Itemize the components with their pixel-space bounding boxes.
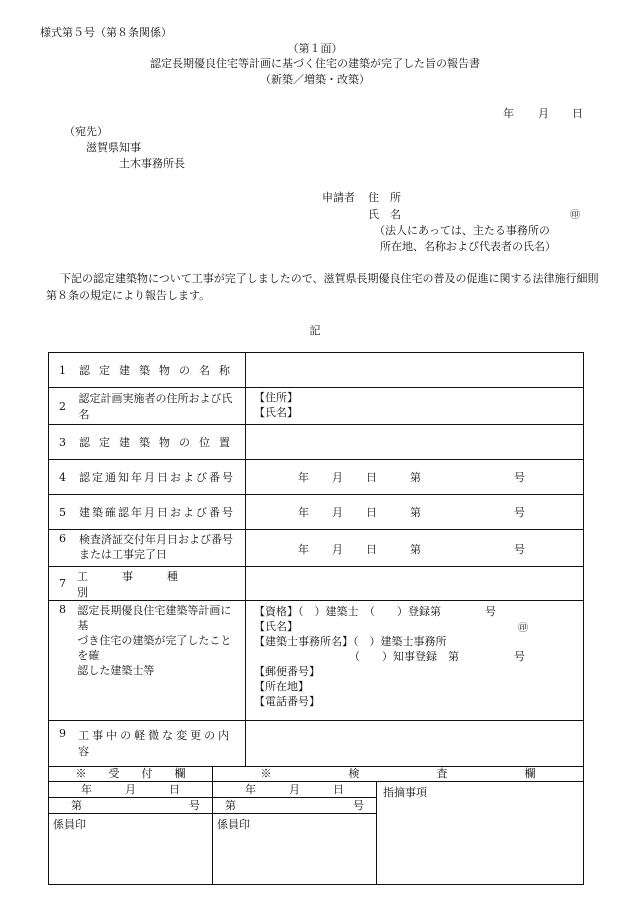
row-9: 9 工事中の軽微な変更の内容 [49,720,583,766]
row-8-value[interactable]: 【資格】（ ）建築士 （ ）登録第 号 【氏名】 ㊞ 【建築士事務所名】（ ）建築士事務所 （ ）知事登録 第 号 【郵便番号】 【所在地】 【電話番号】 [254,605,528,708]
row-3-value[interactable] [246,425,583,459]
row-6-label-1: 検査済証交付年月日および番号 [79,533,233,546]
applicant-note-2: 所在地、名称および代表者の氏名） [380,240,556,253]
row-1: 1 認定建築物の名称 [49,353,583,387]
date-day: 日 [572,107,583,120]
inspection-header: ※ 検 査 欄 [213,766,583,782]
date-year: 年 [503,107,514,120]
date-month: 月 [538,107,549,120]
row-6-value[interactable]: 年 月 日 第 号 [298,543,525,556]
form-id: 様式第５号（第８条関係） [40,26,172,39]
row-4-label: 認定通知年月日および番号 [79,471,235,484]
row-5: 5 建築確認年月日および番号 年 月 日 第 号 [49,494,583,529]
reception-number[interactable]: 第 号 [49,798,213,814]
row-3: 3 認定建築物の位置 [49,424,583,459]
form-title: 認定長期優良住宅等計画に基づく住宅の建築が完了した旨の報告書 [150,57,480,70]
row-2-value[interactable]: 【住所】 【氏名】 [254,391,298,419]
page-number: （第１面） [287,42,343,55]
row-8-label-2: づき住宅の建築が完了したことを確 [77,634,232,662]
applicant-note-1: （法人にあっては、主たる事務所の [374,224,550,237]
row-9-label: 工事中の軽微な変更の内容 [78,729,233,758]
row-7-value[interactable] [246,567,583,600]
applicant-name: 氏 名 [368,208,401,221]
applicant-address: 住 所 [368,191,401,204]
inspection-number[interactable]: 第 号 [213,798,377,814]
inspection-date[interactable]: 年 月 日 [213,782,377,798]
row-6: 6 検査済証交付年月日および番号 または工事完了日 年 月 日 第 号 [49,529,583,566]
row-1-value[interactable] [246,353,583,387]
row-5-label: 建築確認年月日および番号 [79,506,235,519]
row-8: 8 認定長期優良住宅建築等計画に基 づき住宅の建築が完了したことを確 認した建築士等 【資格】（ ）建築士 （ ）登録第 号 【氏名】 ㊞ 【建築士事務所名】（ ）建築士事務所 （ ）知事登録 第 号 【郵便番号】 【所在地】 【電話番号】 [49,600,583,720]
row-6-label-2: または工事完了日 [79,548,167,561]
office-use-area [48,766,584,885]
architect-seal-icon: ㊞ [518,623,528,634]
row-8-label-3: 認した建築士等 [77,664,155,677]
applicant-seal-icon: ㊞ [570,210,580,221]
row-5-value[interactable]: 年 月 日 第 号 [298,506,525,519]
ki-heading: 記 [309,324,321,337]
row-7: 7 工事種別 [49,566,583,600]
addressee-prefix: （宛先） [64,125,108,138]
form-subtitle: （新築／増築・改築） [260,73,370,86]
row-2-label: 認定計画実施者の住所および氏名 [78,392,233,421]
inspection-clerk-seal[interactable]: 係員印 [213,814,377,884]
row-1-label: 認定建築物の名称 [79,364,239,377]
row-3-label: 認定建築物の位置 [79,436,239,449]
row-2: 2 認定計画実施者の住所および氏名 【住所】 【氏名】 [49,387,583,424]
applicant-label: 申請者 [322,191,355,204]
report-table [48,352,584,767]
reception-clerk-seal[interactable]: 係員印 [49,814,213,884]
remarks-field[interactable]: 指摘事項 [383,786,427,799]
addressee-governor: 滋賀県知事 [86,141,141,154]
row-7-label: 工事種別 [77,569,212,599]
body-text: 下記の認定建築物について工事が完了しましたので、滋賀県長期優良住宅の普及の促進に関する法律施行細則第８条の規定により報告します。 [46,272,599,302]
row-9-value[interactable] [246,721,583,766]
addressee-office: 土木事務所長 [119,157,185,170]
row-8-label-1: 認定長期優良住宅建築等計画に基 [77,604,232,632]
reception-date[interactable]: 年 月 日 [49,782,213,798]
row-4: 4 認定通知年月日および番号 年 月 日 第 号 [49,459,583,494]
reception-header: ※ 受 付 欄 [49,766,213,782]
row-4-value[interactable]: 年 月 日 第 号 [298,471,525,484]
